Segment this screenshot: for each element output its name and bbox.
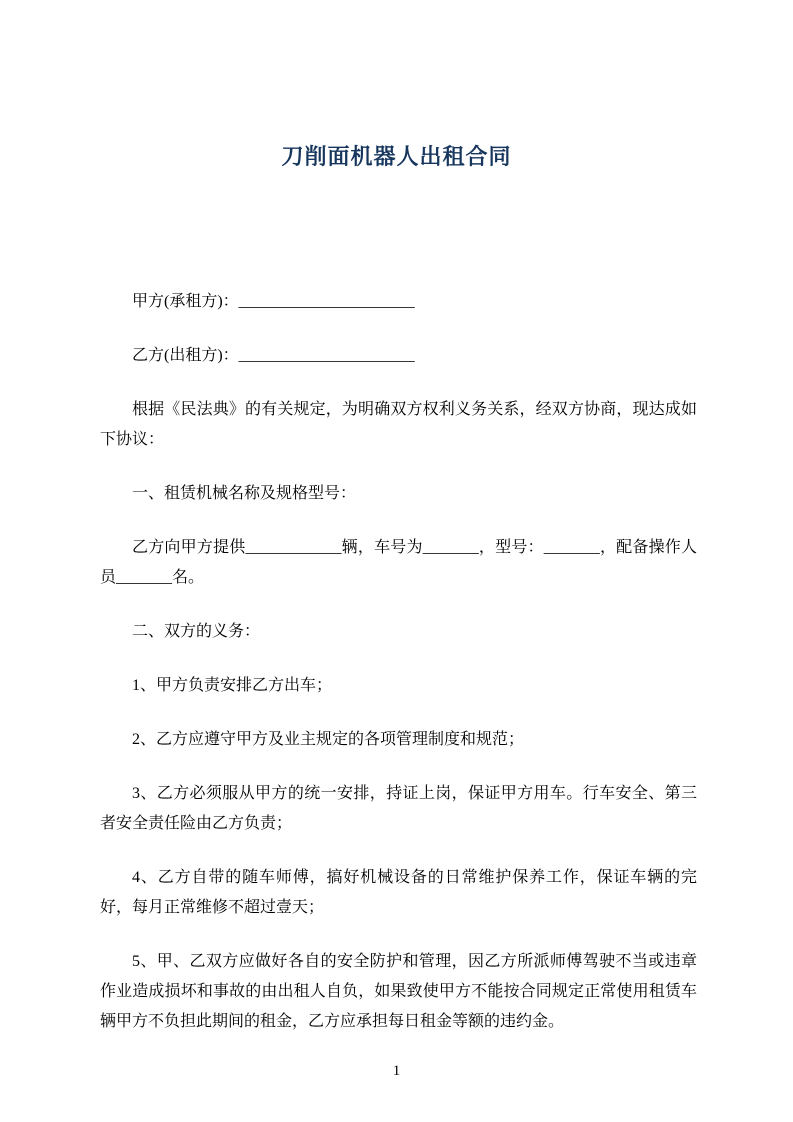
section-1-heading: 一、租赁机械名称及规格型号： xyxy=(132,485,357,502)
clause-1: 1、甲方负责安排乙方出车； xyxy=(132,677,333,694)
document-body xyxy=(0,287,793,1037)
document-title: 刀削面机器人出租合同 xyxy=(281,144,512,169)
clause-2: 2、乙方应遵守甲方及业主规定的各项管理制度和规范； xyxy=(132,731,525,748)
section-1-body: 乙方向甲方提供____________辆，车号为_______，型号：_______，配备操作人员_______名。 xyxy=(100,539,697,586)
intro-paragraph: 根据《民法典》的有关规定，为明确双方权利义务关系，经双方协商，现达成如下协议： xyxy=(100,401,697,448)
page-number: 1 xyxy=(392,1063,401,1079)
party-a-line: 甲方(承租方)：______________________ xyxy=(132,293,415,310)
clause-5: 5、甲、乙双方应做好各自的安全防护和管理，因乙方所派师傅驾驶不当或违章作业造成损坏和事故的由出租人自负，如果致使甲方不能按合同规定正常使用租赁车辆甲方不负担此期间的租金，乙方应承担每日租金等额的违约金。 xyxy=(100,953,697,1030)
party-b-line: 乙方(出租方)：______________________ xyxy=(132,347,415,364)
page-footer xyxy=(0,1063,793,1080)
clause-3: 3、乙方必须服从甲方的统一安排，持证上岗，保证甲方用车。行车安全、第三者安全责任险由乙方负责； xyxy=(100,785,697,832)
section-2-heading: 二、双方的义务： xyxy=(132,623,261,640)
clause-4: 4、乙方自带的随车师傅，搞好机械设备的日常维护保养工作，保证车辆的完好，每月正常维修不超过壹天； xyxy=(100,869,697,916)
